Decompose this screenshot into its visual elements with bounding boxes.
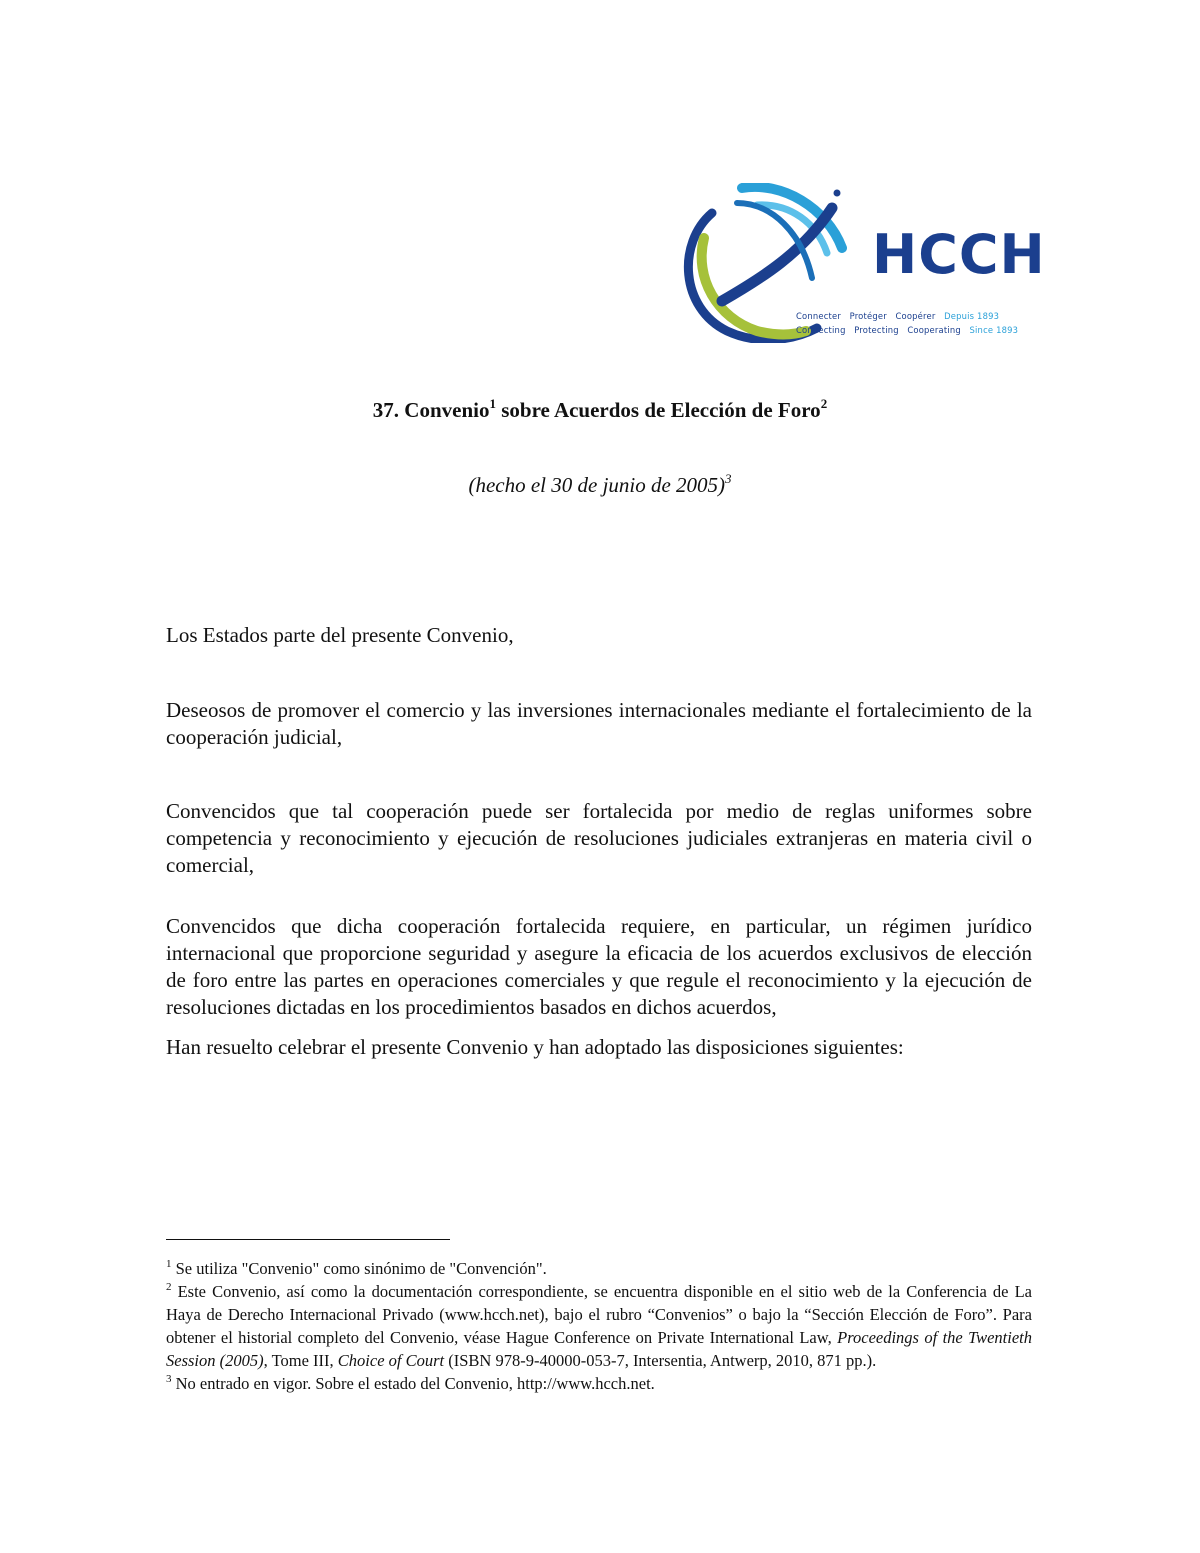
footnotes: [166, 1257, 1032, 1395]
document-title: 37. Convenio$^1$ sobre Acuerdos de Elección de Foro$^2$: [372, 396, 828, 422]
preamble-paragraph-4: Convencidos que dicha cooperación fortalecida requiere, en particular, un régimen jurídico internacional que proporcione seguridad y asegure la eficacia de los acuerdos exclusivos de elección de foro entre las partes en operaciones comerciales y que regule el reconocimiento y la ejecución de resoluciones dictadas en los procedimientos basados en dichos acuerdos,: [166, 914, 1032, 1019]
footnote-ref-3: 3: [725, 471, 732, 486]
footnote-separator: [166, 1239, 450, 1240]
preamble-paragraph-1: Los Estados parte del presente Convenio,: [166, 623, 514, 647]
footnote-3: $^3$ No entrado en vigor. Sobre el estado del Convenio, http://www.hcch.net.: [166, 1372, 655, 1393]
footnote-ref-1: 1: [489, 396, 496, 411]
footnote-2: $^2$ Este Convenio, así como la documentación correspondiente, se encuentra disponible en el sitio web de la Conferencia de La Haya de Derecho Internacional Privado (www.hcch.net), bajo el rubro “Convenios” o bajo la “Sección Elección de Foro”. Para obtener el historial completo del Convenio, véase Hague Conference on Private International Law, Proceedings of the Twentieth Session (2005), Tome III, Choice of Court (ISBN 978-9-40000-053-7, Intersentia, Antwerp, 2010, 871 pp.).: [166, 1280, 1033, 1370]
preamble-paragraph-3: Convencidos que tal cooperación puede ser fortalecida por medio de reglas uniformes sobre competencia y reconocimiento y ejecución de resoluciones judiciales extranjeras en materia civil o comercial,: [166, 799, 1032, 877]
logo-tagline-fr: Connecter Protéger Coopérer Depuis 1893: [796, 311, 1000, 321]
footnote-1: $^1$ Se utiliza "Convenio" como sinónimo de "Convención".: [166, 1257, 547, 1278]
preamble-paragraph-2: Deseosos de promover el comercio y las inversiones internacionales mediante el fortalecimiento de la cooperación judicial,: [166, 698, 1032, 749]
hcch-logo: [682, 183, 1046, 343]
logo-tagline-en: Connecting Protecting Cooperating Since 1893: [796, 325, 1019, 335]
preamble-paragraph-5: Han resuelto celebrar el presente Convenio y han adoptado las disposiciones siguientes:: [166, 1035, 904, 1059]
footnote-ref-2: 2: [820, 396, 828, 411]
document-subtitle: (hecho el 30 de junio de 2005)$^3$: [468, 471, 732, 497]
logo-wordmark: HCCH: [872, 223, 1046, 286]
